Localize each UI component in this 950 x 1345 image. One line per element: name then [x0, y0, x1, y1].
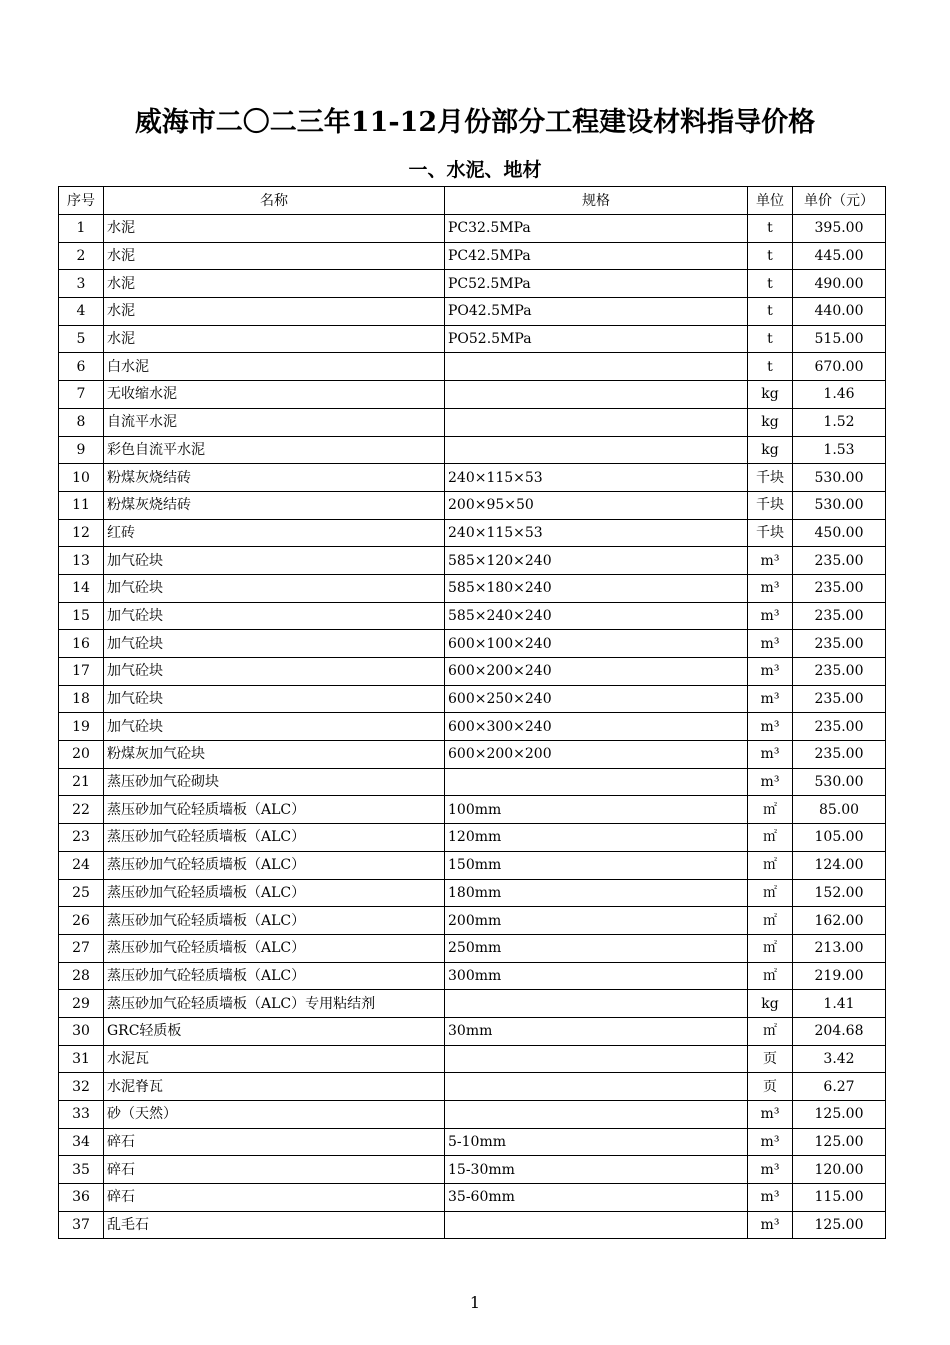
table-row — [59, 962, 886, 990]
cell-price: 490.00 — [793, 270, 886, 298]
cell-unit: kg — [748, 990, 793, 1018]
cell-name: 加气砼块 — [104, 547, 445, 575]
cell-name: 粉煤灰烧结砖 — [104, 464, 445, 492]
cell-name: 蒸压砂加气砼轻质墙板（ALC） — [104, 851, 445, 879]
document-title: 威海市二〇二三年11-12月份部分工程建设材料指导价格 — [134, 107, 816, 138]
cell-spec: 240×115×53 — [445, 464, 748, 492]
cell-price: 530.00 — [793, 768, 886, 796]
header-unit: 单位 — [748, 187, 793, 215]
cell-price: 235.00 — [793, 602, 886, 630]
cell-price: 125.00 — [793, 1128, 886, 1156]
cell-spec — [445, 1211, 748, 1239]
cell-no: 31 — [59, 1045, 104, 1073]
cell-unit: m³ — [748, 685, 793, 713]
cell-no: 12 — [59, 519, 104, 547]
table-row — [59, 602, 886, 630]
table-row — [59, 464, 886, 492]
cell-name: 加气砼块 — [104, 574, 445, 602]
cell-name: 蒸压砂加气砼砌块 — [104, 768, 445, 796]
cell-spec: 240×115×53 — [445, 519, 748, 547]
cell-price: 670.00 — [793, 353, 886, 381]
table-row — [59, 1045, 886, 1073]
cell-spec: 120mm — [445, 824, 748, 852]
cell-name: 彩色自流平水泥 — [104, 436, 445, 464]
table-row — [59, 1184, 886, 1212]
cell-unit: m³ — [748, 630, 793, 658]
cell-no: 8 — [59, 408, 104, 436]
cell-unit: 页 — [748, 1073, 793, 1101]
cell-unit: m³ — [748, 658, 793, 686]
table-row — [59, 408, 886, 436]
cell-name: 无收缩水泥 — [104, 381, 445, 409]
cell-spec: 30mm — [445, 1017, 748, 1045]
cell-no: 25 — [59, 879, 104, 907]
cell-spec: 200mm — [445, 907, 748, 935]
cell-price: 125.00 — [793, 1101, 886, 1129]
cell-unit: kg — [748, 436, 793, 464]
cell-price: 445.00 — [793, 242, 886, 270]
cell-unit: m³ — [748, 713, 793, 741]
cell-spec — [445, 1073, 748, 1101]
cell-spec: 600×200×200 — [445, 741, 748, 769]
cell-no: 4 — [59, 298, 104, 326]
cell-price: 530.00 — [793, 464, 886, 492]
table-row — [59, 879, 886, 907]
cell-unit: t — [748, 298, 793, 326]
cell-no: 23 — [59, 824, 104, 852]
table-row — [59, 1128, 886, 1156]
price-table — [58, 186, 886, 1239]
cell-no: 18 — [59, 685, 104, 713]
cell-unit: m³ — [748, 1101, 793, 1129]
cell-price: 204.68 — [793, 1017, 886, 1045]
cell-no: 13 — [59, 547, 104, 575]
cell-no: 29 — [59, 990, 104, 1018]
cell-price: 235.00 — [793, 630, 886, 658]
cell-price: 235.00 — [793, 547, 886, 575]
header-name: 名称 — [104, 187, 445, 215]
table-row — [59, 824, 886, 852]
cell-price: 115.00 — [793, 1184, 886, 1212]
cell-price: 85.00 — [793, 796, 886, 824]
table-row — [59, 796, 886, 824]
section-title: 一、水泥、地材 — [408, 159, 542, 181]
table-row — [59, 851, 886, 879]
cell-name: 蒸压砂加气砼轻质墙板（ALC） — [104, 907, 445, 935]
cell-price: 219.00 — [793, 962, 886, 990]
cell-unit: ㎡ — [748, 1017, 793, 1045]
cell-price: 120.00 — [793, 1156, 886, 1184]
cell-price: 3.42 — [793, 1045, 886, 1073]
cell-price: 235.00 — [793, 658, 886, 686]
cell-unit: 千块 — [748, 464, 793, 492]
table-row — [59, 1156, 886, 1184]
cell-spec: 35-60mm — [445, 1184, 748, 1212]
cell-no: 37 — [59, 1211, 104, 1239]
cell-unit: ㎡ — [748, 879, 793, 907]
header-no: 序号 — [59, 187, 104, 215]
table-row — [59, 713, 886, 741]
cell-unit: m³ — [748, 574, 793, 602]
cell-price: 125.00 — [793, 1211, 886, 1239]
cell-spec: 600×100×240 — [445, 630, 748, 658]
cell-unit: m³ — [748, 768, 793, 796]
cell-name: 蒸压砂加气砼轻质墙板（ALC）专用粘结剂 — [104, 990, 445, 1018]
table-row — [59, 741, 886, 769]
cell-unit: 千块 — [748, 491, 793, 519]
cell-no: 28 — [59, 962, 104, 990]
cell-no: 2 — [59, 242, 104, 270]
cell-price: 213.00 — [793, 934, 886, 962]
cell-unit: 千块 — [748, 519, 793, 547]
table-row — [59, 907, 886, 935]
cell-spec: 300mm — [445, 962, 748, 990]
table-row — [59, 685, 886, 713]
cell-spec: 15-30mm — [445, 1156, 748, 1184]
cell-no: 24 — [59, 851, 104, 879]
cell-spec: 600×250×240 — [445, 685, 748, 713]
cell-price: 530.00 — [793, 491, 886, 519]
cell-name: 水泥 — [104, 270, 445, 298]
cell-price: 1.41 — [793, 990, 886, 1018]
cell-name: 加气砼块 — [104, 685, 445, 713]
cell-unit: t — [748, 215, 793, 243]
cell-spec — [445, 1045, 748, 1073]
cell-no: 17 — [59, 658, 104, 686]
cell-unit: m³ — [748, 1184, 793, 1212]
cell-unit: t — [748, 353, 793, 381]
cell-unit: t — [748, 270, 793, 298]
cell-unit: t — [748, 242, 793, 270]
cell-no: 3 — [59, 270, 104, 298]
cell-price: 124.00 — [793, 851, 886, 879]
cell-unit: ㎡ — [748, 851, 793, 879]
table-row — [59, 381, 886, 409]
cell-no: 30 — [59, 1017, 104, 1045]
cell-unit: t — [748, 325, 793, 353]
cell-name: 砂（天然） — [104, 1101, 445, 1129]
cell-no: 11 — [59, 491, 104, 519]
cell-unit: ㎡ — [748, 824, 793, 852]
cell-price: 235.00 — [793, 574, 886, 602]
table-row — [59, 574, 886, 602]
cell-name: 加气砼块 — [104, 630, 445, 658]
cell-spec: 180mm — [445, 879, 748, 907]
cell-price: 1.46 — [793, 381, 886, 409]
cell-spec: PC52.5MPa — [445, 270, 748, 298]
cell-no: 26 — [59, 907, 104, 935]
table-row — [59, 658, 886, 686]
cell-name: 蒸压砂加气砼轻质墙板（ALC） — [104, 962, 445, 990]
cell-spec: 250mm — [445, 934, 748, 962]
cell-name: 加气砼块 — [104, 658, 445, 686]
cell-name: 碎石 — [104, 1128, 445, 1156]
table-row — [59, 1073, 886, 1101]
cell-price: 105.00 — [793, 824, 886, 852]
cell-spec: PO42.5MPa — [445, 298, 748, 326]
cell-price: 162.00 — [793, 907, 886, 935]
header-row — [59, 187, 886, 215]
cell-spec — [445, 436, 748, 464]
table-row — [59, 242, 886, 270]
cell-spec: 585×120×240 — [445, 547, 748, 575]
cell-spec: PC32.5MPa — [445, 215, 748, 243]
cell-no: 33 — [59, 1101, 104, 1129]
cell-unit: m³ — [748, 547, 793, 575]
cell-no: 35 — [59, 1156, 104, 1184]
cell-spec: 200×95×50 — [445, 491, 748, 519]
cell-name: 加气砼块 — [104, 602, 445, 630]
cell-price: 152.00 — [793, 879, 886, 907]
cell-price: 395.00 — [793, 215, 886, 243]
cell-no: 19 — [59, 713, 104, 741]
cell-unit: m³ — [748, 1156, 793, 1184]
cell-name: 蒸压砂加气砼轻质墙板（ALC） — [104, 934, 445, 962]
cell-spec: PC42.5MPa — [445, 242, 748, 270]
page-number: 1 — [469, 1293, 481, 1312]
cell-no: 9 — [59, 436, 104, 464]
cell-no: 7 — [59, 381, 104, 409]
cell-no: 5 — [59, 325, 104, 353]
cell-price: 1.53 — [793, 436, 886, 464]
cell-no: 20 — [59, 741, 104, 769]
cell-spec — [445, 990, 748, 1018]
cell-price: 235.00 — [793, 713, 886, 741]
cell-no: 22 — [59, 796, 104, 824]
cell-no: 14 — [59, 574, 104, 602]
header-price: 单价（元） — [793, 187, 886, 215]
cell-name: GRC轻质板 — [104, 1017, 445, 1045]
cell-price: 515.00 — [793, 325, 886, 353]
cell-no: 6 — [59, 353, 104, 381]
cell-name: 碎石 — [104, 1184, 445, 1212]
cell-name: 蒸压砂加气砼轻质墙板（ALC） — [104, 796, 445, 824]
cell-name: 碎石 — [104, 1156, 445, 1184]
cell-spec: 150mm — [445, 851, 748, 879]
cell-spec: 585×240×240 — [445, 602, 748, 630]
cell-price: 235.00 — [793, 685, 886, 713]
table-header — [59, 187, 886, 215]
cell-unit: ㎡ — [748, 934, 793, 962]
cell-name: 蒸压砂加气砼轻质墙板（ALC） — [104, 879, 445, 907]
cell-name: 水泥 — [104, 242, 445, 270]
cell-spec: 100mm — [445, 796, 748, 824]
cell-price: 450.00 — [793, 519, 886, 547]
cell-spec: 600×300×240 — [445, 713, 748, 741]
table-row — [59, 547, 886, 575]
cell-no: 10 — [59, 464, 104, 492]
table-row — [59, 1211, 886, 1239]
cell-name: 水泥脊瓦 — [104, 1073, 445, 1101]
cell-no: 32 — [59, 1073, 104, 1101]
cell-price: 440.00 — [793, 298, 886, 326]
cell-no: 16 — [59, 630, 104, 658]
cell-unit: ㎡ — [748, 796, 793, 824]
cell-no: 21 — [59, 768, 104, 796]
cell-name: 粉煤灰加气砼块 — [104, 741, 445, 769]
cell-no: 27 — [59, 934, 104, 962]
cell-unit: m³ — [748, 602, 793, 630]
cell-name: 水泥瓦 — [104, 1045, 445, 1073]
cell-name: 蒸压砂加气砼轻质墙板（ALC） — [104, 824, 445, 852]
table-row — [59, 990, 886, 1018]
table-row — [59, 353, 886, 381]
cell-unit: m³ — [748, 1128, 793, 1156]
table-row — [59, 215, 886, 243]
cell-unit: m³ — [748, 741, 793, 769]
cell-spec — [445, 353, 748, 381]
cell-price: 1.52 — [793, 408, 886, 436]
cell-name: 水泥 — [104, 325, 445, 353]
cell-spec: 600×200×240 — [445, 658, 748, 686]
cell-unit: m³ — [748, 1211, 793, 1239]
cell-price: 6.27 — [793, 1073, 886, 1101]
cell-name: 加气砼块 — [104, 713, 445, 741]
cell-no: 1 — [59, 215, 104, 243]
cell-spec: 5-10mm — [445, 1128, 748, 1156]
table-row — [59, 1017, 886, 1045]
cell-no: 34 — [59, 1128, 104, 1156]
cell-unit: 页 — [748, 1045, 793, 1073]
cell-spec — [445, 381, 748, 409]
cell-unit: kg — [748, 381, 793, 409]
cell-spec — [445, 768, 748, 796]
cell-no: 15 — [59, 602, 104, 630]
table-row — [59, 298, 886, 326]
cell-unit: ㎡ — [748, 962, 793, 990]
cell-name: 乱毛石 — [104, 1211, 445, 1239]
table-body — [59, 215, 886, 1239]
cell-name: 白水泥 — [104, 353, 445, 381]
cell-unit: kg — [748, 408, 793, 436]
cell-name: 水泥 — [104, 298, 445, 326]
cell-spec: 585×180×240 — [445, 574, 748, 602]
cell-spec — [445, 1101, 748, 1129]
cell-unit: ㎡ — [748, 907, 793, 935]
cell-price: 235.00 — [793, 741, 886, 769]
table-row — [59, 768, 886, 796]
table-row — [59, 934, 886, 962]
cell-name: 红砖 — [104, 519, 445, 547]
table-row — [59, 491, 886, 519]
table-row — [59, 436, 886, 464]
table-row — [59, 519, 886, 547]
cell-no: 36 — [59, 1184, 104, 1212]
cell-spec — [445, 408, 748, 436]
cell-spec: PO52.5MPa — [445, 325, 748, 353]
header-spec: 规格 — [445, 187, 748, 215]
table-row — [59, 1101, 886, 1129]
cell-name: 粉煤灰烧结砖 — [104, 491, 445, 519]
cell-name: 自流平水泥 — [104, 408, 445, 436]
table-row — [59, 630, 886, 658]
table-row — [59, 270, 886, 298]
cell-name: 水泥 — [104, 215, 445, 243]
table-row — [59, 325, 886, 353]
